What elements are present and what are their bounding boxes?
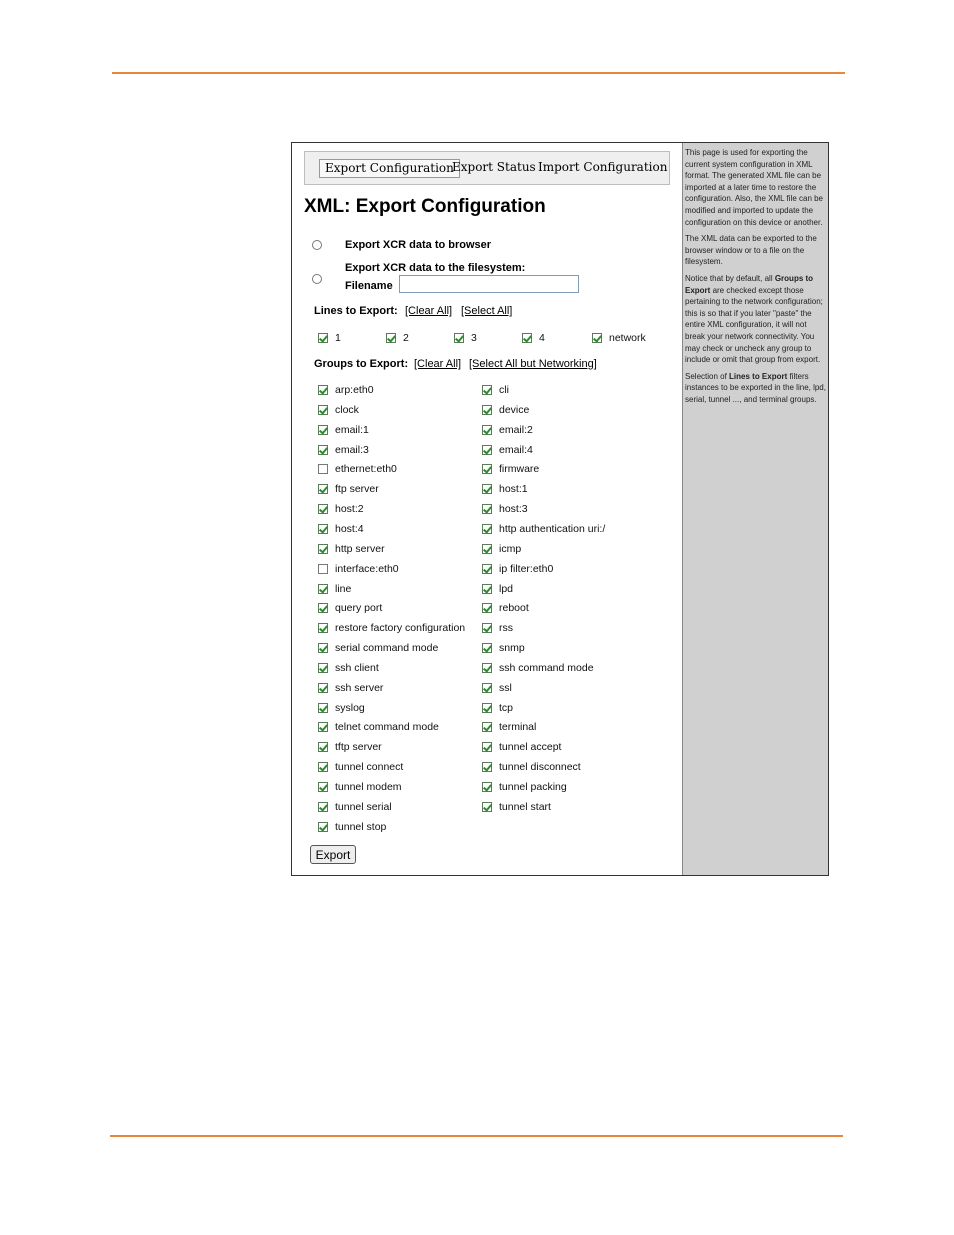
group-checkbox[interactable] — [482, 703, 492, 713]
groups-clear-all-link[interactable]: [Clear All] — [414, 358, 462, 370]
help-paragraph: The XML data can be exported to the browser window or to a file on the filesystem. — [685, 234, 817, 267]
group-checkbox[interactable] — [318, 484, 328, 494]
group-checkbox[interactable] — [318, 703, 328, 713]
group-checkbox-label: email:4 — [499, 443, 533, 456]
group-checkbox-label: http authentication uri:/ — [499, 522, 606, 535]
group-checkbox[interactable] — [318, 762, 328, 772]
group-checkbox-label: firmware — [499, 463, 540, 476]
export-filesystem-label: Export XCR data to the filesystem: — [345, 262, 526, 274]
group-checkbox-label: tunnel disconnect — [499, 761, 581, 774]
group-checkbox-label: reboot — [499, 602, 529, 615]
line-checkbox[interactable] — [386, 333, 396, 343]
tab-export-status[interactable]: Export Status — [452, 160, 536, 174]
group-checkbox-label: tcp — [499, 701, 514, 714]
group-checkbox-label: host:3 — [499, 503, 528, 516]
help-paragraph: Notice that by default, all Groups to Export are checked except those pertaining to the network configuration; this is so that if you later "paste" the entire XML configuration, it will not break your network connectivity. You may check or uncheck any group to include or omit that group from export. — [685, 273, 823, 365]
tab-export-configuration[interactable]: Export Configuration — [319, 159, 460, 178]
group-checkbox-label: ssh client — [335, 661, 379, 674]
group-checkbox[interactable] — [482, 722, 492, 732]
group-checkbox[interactable] — [482, 802, 492, 812]
group-checkbox[interactable] — [318, 742, 328, 752]
group-checkbox[interactable] — [318, 584, 328, 594]
group-checkbox[interactable] — [318, 544, 328, 554]
group-checkbox[interactable] — [482, 742, 492, 752]
export-browser-radio[interactable] — [312, 240, 322, 250]
group-checkbox[interactable] — [318, 643, 328, 653]
group-checkbox[interactable] — [318, 802, 328, 812]
group-checkbox[interactable] — [482, 663, 492, 673]
group-checkbox[interactable] — [482, 464, 492, 474]
groups-select-all-but-networking-link[interactable]: [Select All but Networking] — [469, 358, 597, 370]
group-checkbox[interactable] — [482, 405, 492, 415]
help-paragraph: Selection of Lines to Export filters instances to be exported in the line, lpd, serial, tunnel ..., and terminal groups. — [685, 371, 826, 404]
group-checkbox[interactable] — [318, 623, 328, 633]
group-checkbox[interactable] — [482, 683, 492, 693]
group-checkbox-label: line — [335, 582, 352, 595]
group-checkbox[interactable] — [482, 603, 492, 613]
group-checkbox[interactable] — [318, 385, 328, 395]
group-checkbox-label: host:4 — [335, 522, 364, 535]
group-checkbox-label: arp:eth0 — [335, 384, 374, 396]
group-checkbox-label: terminal — [499, 721, 537, 734]
group-checkbox-label: email:2 — [499, 423, 533, 436]
group-checkbox-label: rss — [499, 622, 513, 635]
group-checkbox-label: tunnel serial — [335, 800, 392, 813]
group-checkbox-label: ssh server — [335, 681, 384, 694]
group-checkbox-label: clock — [335, 403, 359, 416]
group-checkbox-label: ssh command mode — [499, 661, 594, 674]
line-checkbox[interactable] — [592, 333, 602, 343]
group-checkbox-label: ftp server — [335, 483, 379, 496]
group-checkbox-label: tftp server — [335, 741, 382, 754]
group-checkbox[interactable] — [318, 722, 328, 732]
export-button[interactable]: Export — [310, 845, 356, 864]
group-checkbox-label: tunnel stop — [335, 820, 387, 833]
group-checkbox[interactable] — [482, 782, 492, 792]
group-checkbox[interactable] — [318, 564, 328, 574]
export-filesystem-radio[interactable] — [312, 274, 322, 284]
group-checkbox[interactable] — [482, 524, 492, 534]
group-checkbox-label: telnet command mode — [335, 721, 439, 734]
groups-to-export-label: Groups to Export: — [314, 358, 409, 370]
group-checkbox-label: tunnel connect — [335, 761, 404, 774]
group-checkbox[interactable] — [482, 762, 492, 772]
group-checkbox[interactable] — [318, 464, 328, 474]
group-checkbox-label: host:2 — [335, 503, 364, 516]
group-checkbox[interactable] — [482, 643, 492, 653]
help-sidebar — [682, 143, 828, 875]
line-checkbox-label: 3 — [471, 332, 477, 344]
line-checkbox-label: 4 — [539, 332, 545, 344]
group-checkbox-label: tunnel modem — [335, 781, 402, 793]
footer-rule — [110, 1135, 843, 1137]
line-checkbox-label: network — [609, 332, 646, 344]
group-checkbox[interactable] — [318, 683, 328, 693]
group-checkbox[interactable] — [482, 584, 492, 594]
group-checkbox-label: restore factory configuration — [335, 622, 466, 635]
group-checkbox[interactable] — [318, 445, 328, 455]
line-checkbox[interactable] — [318, 333, 328, 343]
line-checkbox[interactable] — [454, 333, 464, 343]
group-checkbox[interactable] — [482, 544, 492, 554]
group-checkbox[interactable] — [318, 504, 328, 514]
line-checkbox[interactable] — [522, 333, 532, 343]
group-checkbox-label: snmp — [499, 642, 525, 655]
line-checkbox-label: 1 — [335, 332, 341, 344]
group-checkbox-label: email:1 — [335, 423, 369, 436]
group-checkbox[interactable] — [482, 445, 492, 455]
group-checkbox-label: icmp — [499, 542, 522, 555]
group-checkbox[interactable] — [482, 385, 492, 395]
lines-to-export-label: Lines to Export: — [314, 305, 398, 317]
screenshot-frame — [291, 142, 829, 876]
lines-select-all-link[interactable]: [Select All] — [461, 305, 513, 317]
tab-bar — [304, 151, 670, 185]
header-rule — [112, 72, 845, 74]
group-checkbox-label: host:1 — [499, 483, 528, 496]
group-checkbox-label: ip filter:eth0 — [499, 562, 554, 575]
group-checkbox[interactable] — [482, 564, 492, 574]
group-checkbox[interactable] — [482, 425, 492, 435]
group-checkbox[interactable] — [318, 782, 328, 792]
group-checkbox[interactable] — [318, 405, 328, 415]
group-checkbox-label: device — [499, 403, 530, 416]
group-checkbox[interactable] — [318, 524, 328, 534]
main-panel — [292, 143, 682, 875]
group-checkbox-label: tunnel accept — [499, 741, 562, 754]
group-checkbox-label: syslog — [335, 701, 365, 714]
group-checkbox[interactable] — [318, 425, 328, 435]
group-checkbox[interactable] — [482, 623, 492, 633]
group-checkbox[interactable] — [318, 822, 328, 832]
line-checkbox-label: 2 — [403, 332, 409, 344]
filename-input[interactable] — [399, 275, 579, 293]
group-checkbox[interactable] — [482, 504, 492, 514]
page-title: XML: Export Configuration — [304, 196, 546, 217]
group-checkbox-label: interface:eth0 — [335, 562, 399, 575]
group-checkbox-label: http server — [335, 542, 385, 555]
group-checkbox-label: cli — [499, 384, 509, 396]
group-checkbox-label: lpd — [499, 582, 514, 595]
group-checkbox-label: tunnel packing — [499, 781, 567, 793]
group-checkbox-label: email:3 — [335, 443, 369, 456]
filename-label: Filename — [345, 280, 393, 292]
group-checkbox-label: ethernet:eth0 — [335, 463, 397, 476]
export-browser-label: Export XCR data to browser — [345, 239, 492, 251]
group-checkbox-label: ssl — [499, 681, 512, 694]
tab-import-configuration[interactable]: Import Configuration — [538, 160, 668, 174]
group-checkbox-label: serial command mode — [335, 642, 439, 655]
group-checkbox[interactable] — [482, 484, 492, 494]
group-checkbox[interactable] — [318, 663, 328, 673]
group-checkbox-label: tunnel start — [499, 800, 551, 813]
group-checkbox[interactable] — [318, 603, 328, 613]
group-checkbox-label: query port — [335, 602, 383, 615]
lines-clear-all-link[interactable]: [Clear All] — [405, 305, 453, 317]
help-paragraph: This page is used for exporting the current system configuration in XML format. The generated XML file can be imported at a later time to restore the configuration. Also, the XML file can be modified and imported to update the configuration on this device or another. — [685, 148, 824, 227]
